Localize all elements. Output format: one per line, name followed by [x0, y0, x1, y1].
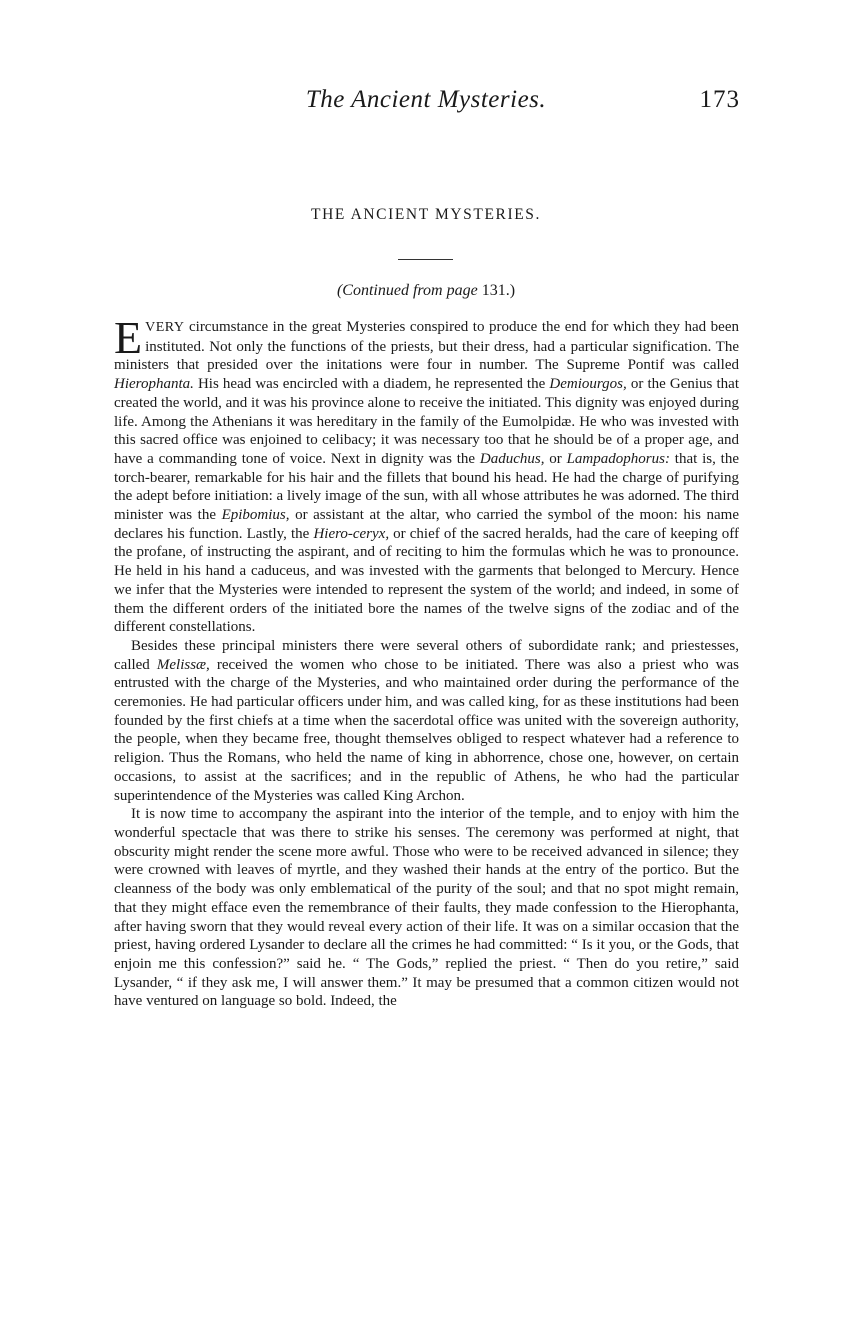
body-paragraph — [114, 312, 739, 637]
body-text-run: or assistant at the altar, who carried the symbol of the moon: his name declares his function. Lastly, the — [114, 507, 739, 542]
body-text-run: received the women who chose to be initiated. There was also a priest who was entrusted with the charge of the Mysteries, and who maintained order during the performance of the ceremonies. He had particular officers under him, and was called king, for as these institutions had been founded by the first chiefs at a time when the sacerdotal office was united with the sovereign authority, the people, when they became free, thought themselves obliged to respect whatever had a reference to religion. Thus the Romans, who held the name of king in abhorrence, chose one, however, on certain occasions, to assist at the sacrifices; and in the republic of Athens, he who had the particular superintendence of the Mysteries was called King Archon. — [114, 656, 740, 804]
body-text-run: or the Genius that created the world, and it was his province alone to receive the initiated. This dignity was enjoyed during life. Among the Athenians it was hereditary in the family of the Eumolpidæ. He who was invested with this sacred office was enjoined to celibacy; it was necessary too that he should be of a proper age, and have a commanding tone of voice. Next in dignity was the — [114, 376, 739, 467]
body-text-run: His head was encircled with a diadem, he represented the — [193, 376, 550, 393]
italic-term: Lampadophorus: — [566, 450, 670, 467]
italic-term: Daduchus, — [479, 450, 545, 467]
body-paragraph — [114, 637, 739, 805]
continued-label: (Continued from page — [336, 282, 478, 299]
title-divider — [398, 259, 453, 260]
italic-term: Melissæ, — [156, 656, 210, 673]
italic-term: Epibomius, — [221, 507, 290, 524]
body-text-run: or — [544, 450, 567, 467]
body-text-run: or chief of the sacred heralds, had the care of keeping off the profane, of instructing the aspirant, and of reciting to him the formulas which he was to pronounce. He held in his hand a caduceus, and was invested with the garments that belonged to Mercury. Hence we infer that the Mysteries were intended to represent the system of the world; and indeed, in some of them the different orders of the initiated bore the names of the twelve signs of the zodiac and of the different constellations. — [114, 525, 739, 636]
body-text-run: circumstance in the great Mysteries conspired to produce the end for which they had been instituted. Not only the functions of the priests, but their dress, had a particular signification. The ministers that presided over the initations were four in number. The Supreme Pontif was called — [114, 319, 739, 374]
italic-term: Hiero-ceryx, — [313, 525, 390, 542]
body-text-run: It is now time to accompany the aspirant into the interior of the temple, and to enjoy with him the wonderful spectacle that was there to strike his senses. The ceremony was performed at night, that obscurity might render the scene more awful. Those who were to be received advanced in silence; they were crowned with leaves of myrtle, and they washed their hands at the entry of the portico. But the cleanness of the body was only emblematical of the purity of the soul; and that no spot might remain, that they might efface even the remembrance of their faults, they made confession to the Hierophanta, after having sworn that they would reveal every action of their life. It was on a similar occasion that the priest, having ordered Lysander to declare all the crimes he had committed: “ Is it you, or the Gods, that enjoin me this confession?” said he. “ The Gods,” replied the priest. “ Then do you retire,” said Lysander, “ if they ask me, I will answer them.” It may be presumed that a common citizen would not have ventured on language so bold. Indeed, the — [114, 806, 739, 1010]
continued-note — [112, 282, 740, 300]
page-number: 173 — [699, 86, 740, 113]
italic-term: Hierophanta. — [114, 376, 194, 393]
italic-term: Demiourgos, — [549, 376, 627, 393]
running-head — [112, 86, 740, 120]
running-title: The Ancient Mysteries. — [305, 86, 547, 113]
body-paragraph — [114, 805, 739, 1011]
article-title: THE ANCIENT MYSTERIES. — [311, 206, 541, 223]
article-body — [114, 312, 740, 1011]
continued-page: 131.) — [481, 282, 516, 299]
small-caps-text: VERY — [145, 320, 185, 335]
body-text-run: that is, the torch-bearer, remarkable for his hair and the fillets that bound his head. He had the charge of purifying the adept before initiation: a lively image of the sun, with all whose attributes he was adorned. The third minister was the — [114, 450, 739, 524]
drop-cap: E — [114, 312, 143, 363]
body-text-run: Besides these principal ministers there were several others of subordidate rank; and priestesses, called — [114, 637, 739, 673]
